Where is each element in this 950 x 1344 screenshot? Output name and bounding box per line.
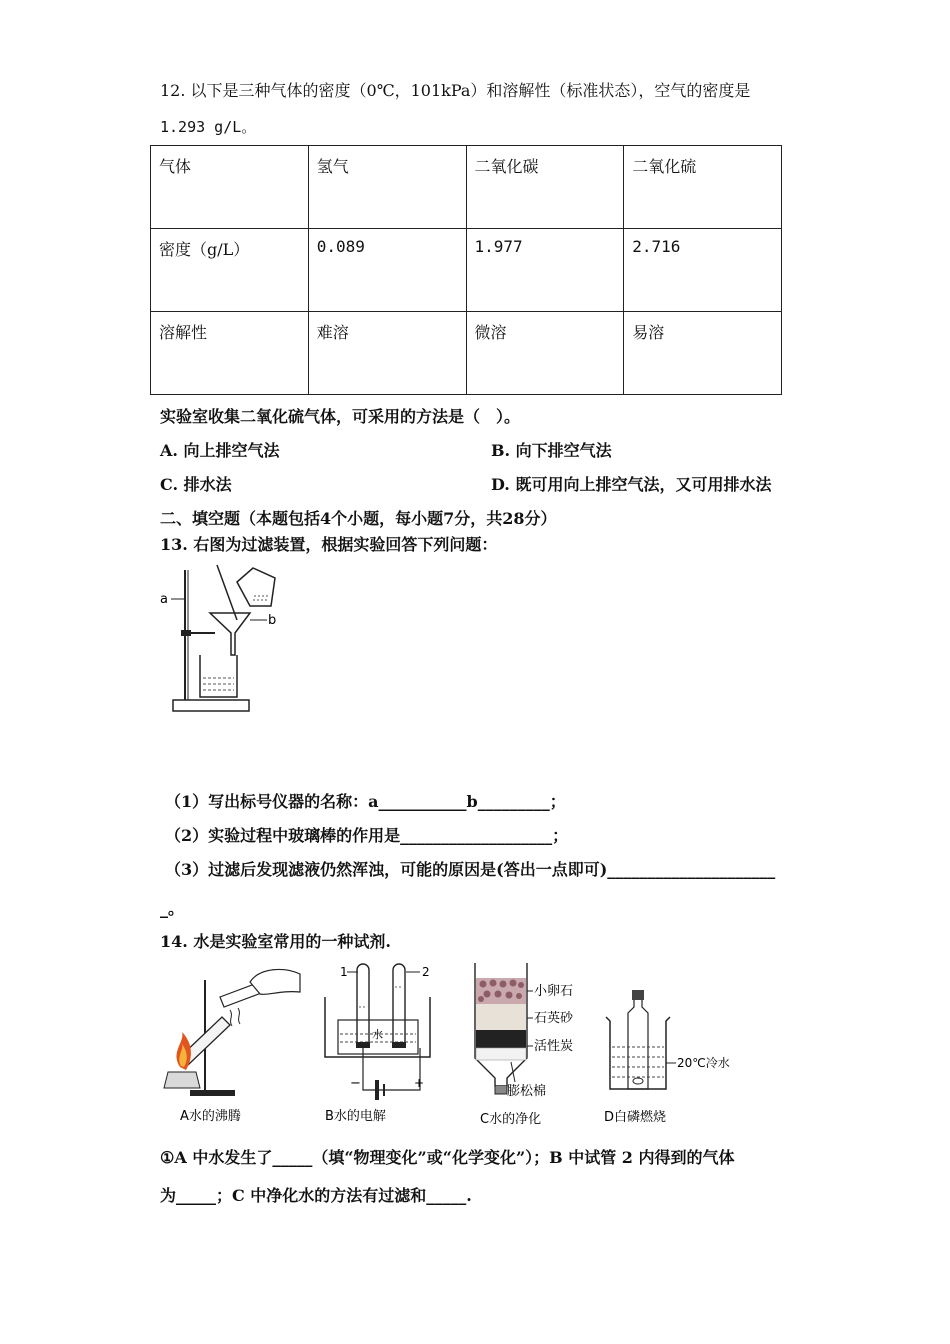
- cotton-layer: [476, 1048, 526, 1060]
- test-tube-2: [393, 964, 405, 1047]
- glass-rod: [217, 565, 237, 620]
- caption-a: A水的沸腾: [180, 1109, 241, 1124]
- table-cell: 氢气: [308, 146, 466, 229]
- table-cell: 微溶: [466, 312, 624, 395]
- carbon-layer: [476, 1030, 526, 1048]
- label-activated-carbon: 活性炭: [534, 1039, 574, 1054]
- figure-c-purification: [465, 958, 590, 1130]
- tube-2-label: 2: [422, 965, 430, 979]
- option-d: D. 既可用向上排空气法，又可用排水法: [491, 475, 772, 494]
- figure-d-phosphorus: [602, 985, 762, 1125]
- clamp: [181, 630, 191, 636]
- minus-sign: −: [350, 1076, 361, 1091]
- inner-tube: [628, 1000, 648, 1089]
- gas-property-table: [150, 145, 782, 395]
- white-phosphorus: [633, 1078, 643, 1084]
- stand-base: [173, 700, 249, 711]
- cold-water-label: 20℃冷水: [677, 1056, 730, 1070]
- option-c: C. 排水法: [160, 475, 232, 494]
- table-cell: 二氧化碳: [466, 146, 624, 229]
- option-b: B. 向下排空气法: [491, 441, 612, 460]
- label-a: a: [160, 592, 168, 607]
- table-cell: 密度（g/L）: [151, 229, 309, 312]
- label-b: b: [268, 613, 277, 628]
- figure-b-electrolysis: [320, 962, 445, 1127]
- table-cell: 1.977: [466, 229, 624, 312]
- receiving-beaker: [200, 655, 237, 697]
- q13-part3: （3）过滤后发现滤液仍然浑浊，可能的原因是(答出一点即可)_____________________: [165, 860, 776, 879]
- table-cell: 溶解性: [151, 312, 309, 395]
- table-cell: 易溶: [624, 312, 782, 395]
- q13-intro: 13. 右图为过滤装置，根据实验回答下列问题：: [160, 535, 498, 554]
- caption-d: D白磷燃烧: [604, 1110, 667, 1125]
- option-a: A. 向上排空气法: [160, 441, 280, 460]
- label-quartz-sand: 石英砂: [534, 1011, 574, 1026]
- caption-b: B水的电解: [325, 1109, 386, 1124]
- pouring-beaker: [237, 568, 275, 606]
- alcohol-lamp: [164, 1072, 200, 1088]
- q14-answer-line2: 为_____；C 中净化水的方法有过滤和_____.: [160, 1186, 472, 1205]
- water-trough: [325, 997, 430, 1057]
- q13-part1: （1）写出标号仪器的名称：a___________b_________；: [165, 792, 566, 811]
- water-label: 水: [372, 1028, 383, 1041]
- q12-question: 实验室收集二氧化硫气体，可采用的方法是（ ）。: [160, 407, 521, 426]
- label-cotton: 膨松棉: [507, 1084, 547, 1099]
- stopper: [632, 990, 644, 1000]
- electrode-2: [392, 1042, 406, 1048]
- figure-a-boiling: [160, 962, 305, 1127]
- sand-layer: [476, 1004, 526, 1030]
- caption-c: C水的净化: [480, 1112, 542, 1127]
- table-row: [151, 312, 782, 395]
- table-cell: 难溶: [308, 312, 466, 395]
- table-cell: 0.089: [308, 229, 466, 312]
- table-row: [151, 229, 782, 312]
- filtration-apparatus-figure: [155, 560, 290, 718]
- table-cell: 2.716: [624, 229, 782, 312]
- electrode-1: [356, 1042, 370, 1048]
- table-row: [151, 146, 782, 229]
- q14-answer-line1: ①A 中水发生了_____（填“物理变化”或“化学变化”）；B 中试管 2 内得到的气体: [160, 1148, 735, 1167]
- funnel: [210, 613, 250, 655]
- hand: [250, 969, 300, 994]
- q12-stem-line2: 1.293 g/L。: [160, 118, 257, 136]
- q12-stem-line1: 12. 以下是三种气体的密度（0℃，101kPa）和溶解性（标准状态），空气的密度是: [160, 81, 751, 100]
- table-cell: 二氧化硫: [624, 146, 782, 229]
- stand-base: [190, 1090, 235, 1096]
- label-pebbles: 小卵石: [534, 984, 574, 999]
- q13-part3-tail: _。: [160, 899, 185, 918]
- section-title: 二、填空题（本题包括4个小题，每小题7分，共28分）: [160, 509, 557, 528]
- test-tube-1: [357, 964, 369, 1047]
- battery-plate-2: [383, 1084, 385, 1096]
- plus-sign: +: [414, 1076, 425, 1090]
- table-cell: 气体: [151, 146, 309, 229]
- tube-1-label: 1: [340, 965, 348, 979]
- q13-part2: （2）实验过程中玻璃棒的作用是___________________；: [165, 826, 569, 845]
- q14-intro: 14. 水是实验室常用的一种试剂.: [160, 932, 391, 951]
- battery-plate-1: [375, 1080, 379, 1100]
